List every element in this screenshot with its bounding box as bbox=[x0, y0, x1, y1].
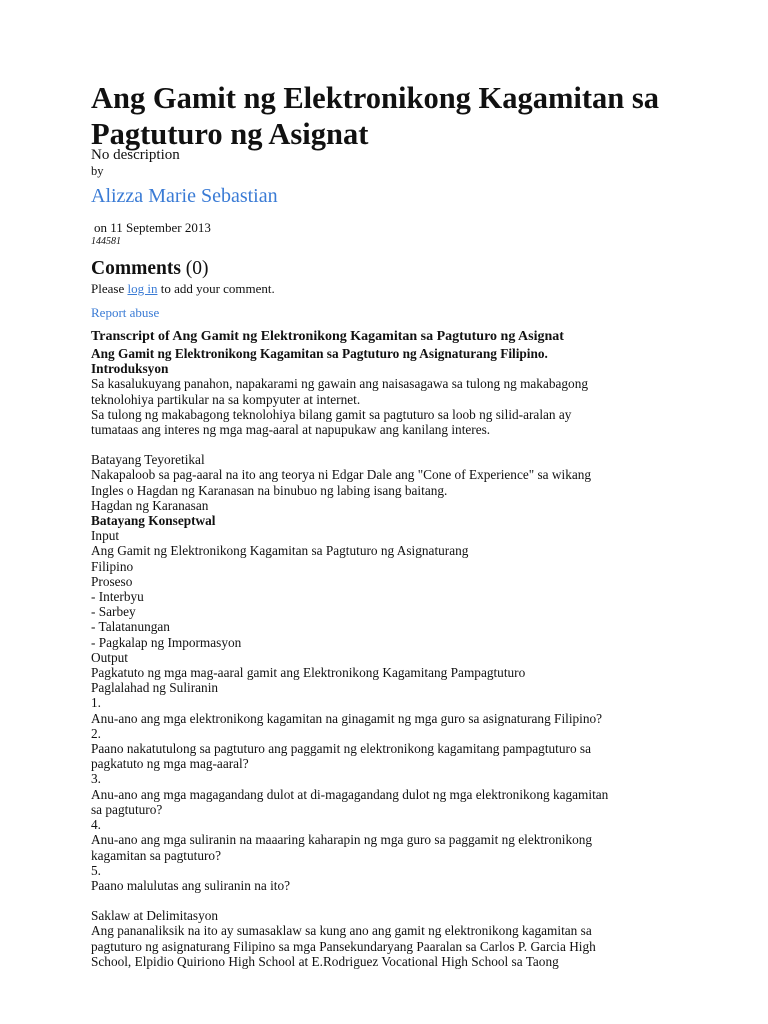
transcript-line: Batayang Konseptwal bbox=[91, 513, 216, 529]
comments-count: (0) bbox=[185, 258, 209, 279]
transcript-line: Proseso bbox=[91, 573, 133, 589]
transcript-line: teknolohiya partikular na sa kompyuter at internet. bbox=[91, 391, 361, 407]
transcript-line: Saklaw at Delimitasyon bbox=[91, 908, 219, 924]
transcript-line: Output bbox=[91, 649, 128, 665]
login-prompt bbox=[91, 281, 275, 297]
transcript-body bbox=[91, 346, 691, 969]
transcript-line: pagtuturo ng asignaturang Filipino sa mga Pansekundaryang Paaralan sa Carlos P. Garcia High bbox=[91, 938, 596, 954]
paragraph-gap bbox=[91, 437, 691, 452]
transcript-line: sa pagtuturo? bbox=[91, 801, 163, 817]
transcript-line: tumataas ang interes ng mga mag-aaral at napupukaw ang kanilang interes. bbox=[91, 422, 491, 438]
transcript-line: Introduksyon bbox=[91, 361, 169, 377]
transcript-line: Ang pananaliksik na ito ay sumasaklaw sa kung ano ang gamit ng elektronikong kagamitan sa bbox=[91, 923, 592, 939]
transcript-line: Ingles o Hagdan ng Karanasan na binubuo ng labing isang baitang. bbox=[91, 482, 448, 498]
transcript-line: Batayang Teyoretikal bbox=[91, 452, 205, 468]
transcript-line: Pagkatuto ng mga mag-aaral gamit ang Elektronikong Kagamitang Pampagtuturo bbox=[91, 665, 526, 681]
transcript-line: - Interbyu bbox=[91, 589, 144, 605]
transcript-line: 3. bbox=[91, 771, 101, 787]
transcript-line: 5. bbox=[91, 862, 101, 878]
transcript-line: Anu-ano ang mga elektronikong kagamitan na ginagamit ng mga guro sa asignaturang Filipino? bbox=[91, 710, 603, 726]
description-text: No description bbox=[91, 147, 180, 163]
transcript-line: Anu-ano ang mga suliranin na maaaring kaharapin ng mga guro sa paggamit ng elektronikong bbox=[91, 832, 593, 848]
transcript-line: Paano nakatutulong sa pagtuturo ang paggamit ng elektronikong kagamitang pampagtuturo sa bbox=[91, 741, 591, 757]
transcript-line: Filipino bbox=[91, 558, 134, 574]
transcript-line: pagkatuto ng mga mag-aaral? bbox=[91, 756, 249, 772]
transcript-line: - Pagkalap ng Impormasyon bbox=[91, 634, 242, 650]
login-link[interactable]: log in bbox=[127, 281, 158, 296]
transcript-line: 4. bbox=[91, 817, 101, 833]
transcript-line: Nakapaloob sa pag-aaral na ito ang teorya ni Edgar Dale ang "Cone of Experience" sa wikang bbox=[91, 467, 592, 483]
transcript-line: School, Elpidio Quiriono High School at E.Rodriguez Vocational High School sa Taong bbox=[91, 953, 559, 969]
author-link[interactable]: Alizza Marie Sebastian bbox=[91, 185, 278, 207]
publish-date: on 11 September 2013 bbox=[94, 220, 211, 235]
transcript-line: 1. bbox=[91, 695, 101, 711]
transcript-line: Sa tulong ng makabagong teknolohiya bilang gamit sa pagtuturo sa loob ng silid-aralan ay bbox=[91, 406, 572, 422]
page-title: Ang Gamit ng Elektronikong Kagamitan sa Pagtuturo ng Asignat bbox=[91, 81, 660, 151]
paragraph-gap bbox=[91, 893, 691, 908]
by-label: by bbox=[91, 164, 104, 178]
transcript-title: Transcript of Ang Gamit ng Elektronikong Kagamitan sa Pagtuturo ng Asignat bbox=[91, 329, 564, 344]
transcript-line: 2. bbox=[91, 725, 101, 741]
transcript-line: Sa kasalukuyang panahon, napakarami ng gawain ang naisasagawa sa tulong ng makabagong bbox=[91, 376, 589, 392]
transcript-line: Paglalahad ng Suliranin bbox=[91, 680, 219, 696]
view-count: 144581 bbox=[91, 236, 121, 247]
transcript-line: Paano malulutas ang suliranin na ito? bbox=[91, 877, 291, 893]
transcript-line: - Sarbey bbox=[91, 604, 136, 620]
transcript-line: Ang Gamit ng Elektronikong Kagamitan sa Pagtuturo ng Asignaturang Filipino. bbox=[91, 346, 548, 361]
transcript-line: - Talatanungan bbox=[91, 619, 170, 635]
transcript-line: kagamitan sa pagtuturo? bbox=[91, 847, 221, 863]
transcript-line: Input bbox=[91, 528, 120, 544]
transcript-line: Anu-ano ang mga magagandang dulot at di-magagandang dulot ng mga elektronikong kagamitan bbox=[91, 786, 609, 802]
comments-label: Comments bbox=[91, 258, 181, 279]
login-prompt-prefix: Please bbox=[91, 281, 125, 296]
report-abuse-link[interactable]: Report abuse bbox=[91, 305, 160, 320]
comments-heading bbox=[91, 258, 209, 280]
transcript-line: Hagdan ng Karanasan bbox=[91, 497, 209, 513]
login-prompt-suffix: to add your comment. bbox=[160, 281, 275, 296]
transcript-line: Ang Gamit ng Elektronikong Kagamitan sa Pagtuturo ng Asignaturang bbox=[91, 543, 469, 559]
